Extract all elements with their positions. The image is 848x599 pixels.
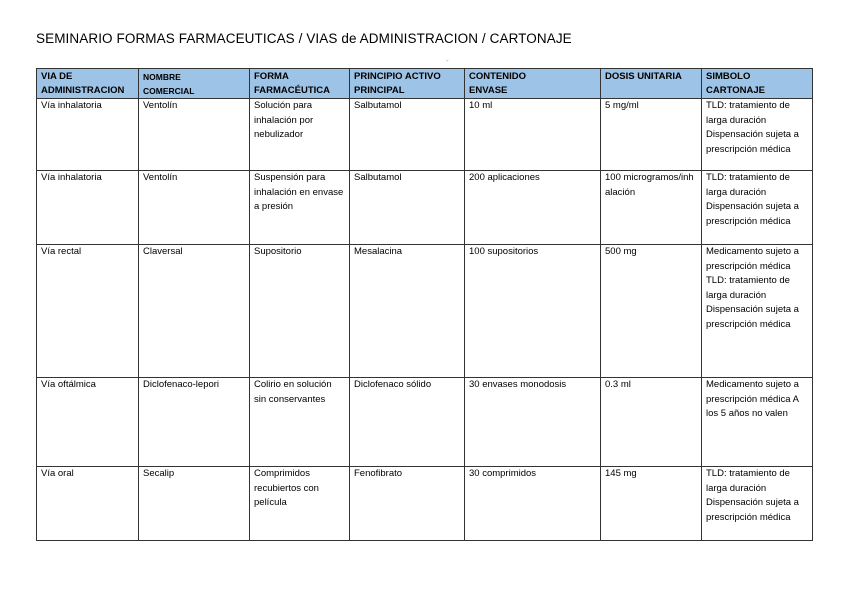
cell-principio: Salbutamol xyxy=(350,171,465,245)
cell-nombre: Claversal xyxy=(139,245,250,378)
cell-nombre: Diclofenaco-lepori xyxy=(139,378,250,467)
header-row xyxy=(37,69,813,99)
cell-dosis: 145 mg xyxy=(601,467,702,541)
cell-forma: Comprimidos recubiertos con película xyxy=(250,467,350,541)
cell-nombre: Secalip xyxy=(139,467,250,541)
cell-via: Vía inhalatoria xyxy=(37,171,139,245)
cell-principio: Fenofibrato xyxy=(350,467,465,541)
table-row xyxy=(37,171,813,245)
cell-contenido: 30 comprimidos xyxy=(465,467,601,541)
stray-mark: - xyxy=(446,56,449,65)
header-dosis: DOSIS UNITARIA xyxy=(601,69,702,99)
cell-forma: Suspensión para inhalación en envase a presión xyxy=(250,171,350,245)
cell-forma: Solución para inhalación por nebulizador xyxy=(250,99,350,171)
cell-dosis: 500 mg xyxy=(601,245,702,378)
cell-contenido: 200 aplicaciones xyxy=(465,171,601,245)
header-contenido: CONTENIDO ENVASE xyxy=(465,69,601,99)
cell-contenido: 10 ml xyxy=(465,99,601,171)
cell-contenido: 30 envases monodosis xyxy=(465,378,601,467)
header-principio: PRINCIPIO ACTIVO PRINCIPAL xyxy=(350,69,465,99)
table-row xyxy=(37,467,813,541)
cell-via: Vía oral xyxy=(37,467,139,541)
cell-via: Vía inhalatoria xyxy=(37,99,139,171)
header-via: VIA DE ADMINISTRACION xyxy=(37,69,139,99)
cell-dosis: 100 microgramos/inhalación xyxy=(601,171,702,245)
cell-simbolo: Medicamento sujeto a prescripción médica A los 5 años no valen xyxy=(702,378,813,467)
table-row xyxy=(37,99,813,171)
cell-via: Vía rectal xyxy=(37,245,139,378)
cell-via: Vía oftálmica xyxy=(37,378,139,467)
cell-simbolo: TLD: tratamiento de larga duración Dispensación sujeta a prescripción médica xyxy=(702,467,813,541)
data-table xyxy=(36,68,813,541)
cell-principio: Diclofenaco sólido xyxy=(350,378,465,467)
cell-principio: Salbutamol xyxy=(350,99,465,171)
cell-contenido: 100 supositorios xyxy=(465,245,601,378)
page-title: SEMINARIO FORMAS FARMACEUTICAS / VIAS de ADMINISTRACION / CARTONAJE xyxy=(36,31,572,46)
table-row xyxy=(37,245,813,378)
cell-simbolo: Medicamento sujeto a prescripción médica TLD: tratamiento de larga duración Dispensación sujeta a prescripción médica xyxy=(702,245,813,378)
header-forma: FORMA FARMACÉUTICA xyxy=(250,69,350,99)
cell-forma: Colirio en solución sin conservantes xyxy=(250,378,350,467)
cell-nombre: Ventolín xyxy=(139,171,250,245)
header-simbolo: SIMBOLO CARTONAJE xyxy=(702,69,813,99)
cell-simbolo: TLD: tratamiento de larga duración Dispensación sujeta a prescripción médica xyxy=(702,171,813,245)
cell-dosis: 5 mg/ml xyxy=(601,99,702,171)
cell-nombre: Ventolín xyxy=(139,99,250,171)
cell-forma: Supositorio xyxy=(250,245,350,378)
cell-dosis: 0.3 ml xyxy=(601,378,702,467)
cell-simbolo: TLD: tratamiento de larga duración Dispensación sujeta a prescripción médica xyxy=(702,99,813,171)
cell-principio: Mesalacina xyxy=(350,245,465,378)
header-nombre: NOMBRE COMERCIAL xyxy=(139,69,250,99)
table-row xyxy=(37,378,813,467)
